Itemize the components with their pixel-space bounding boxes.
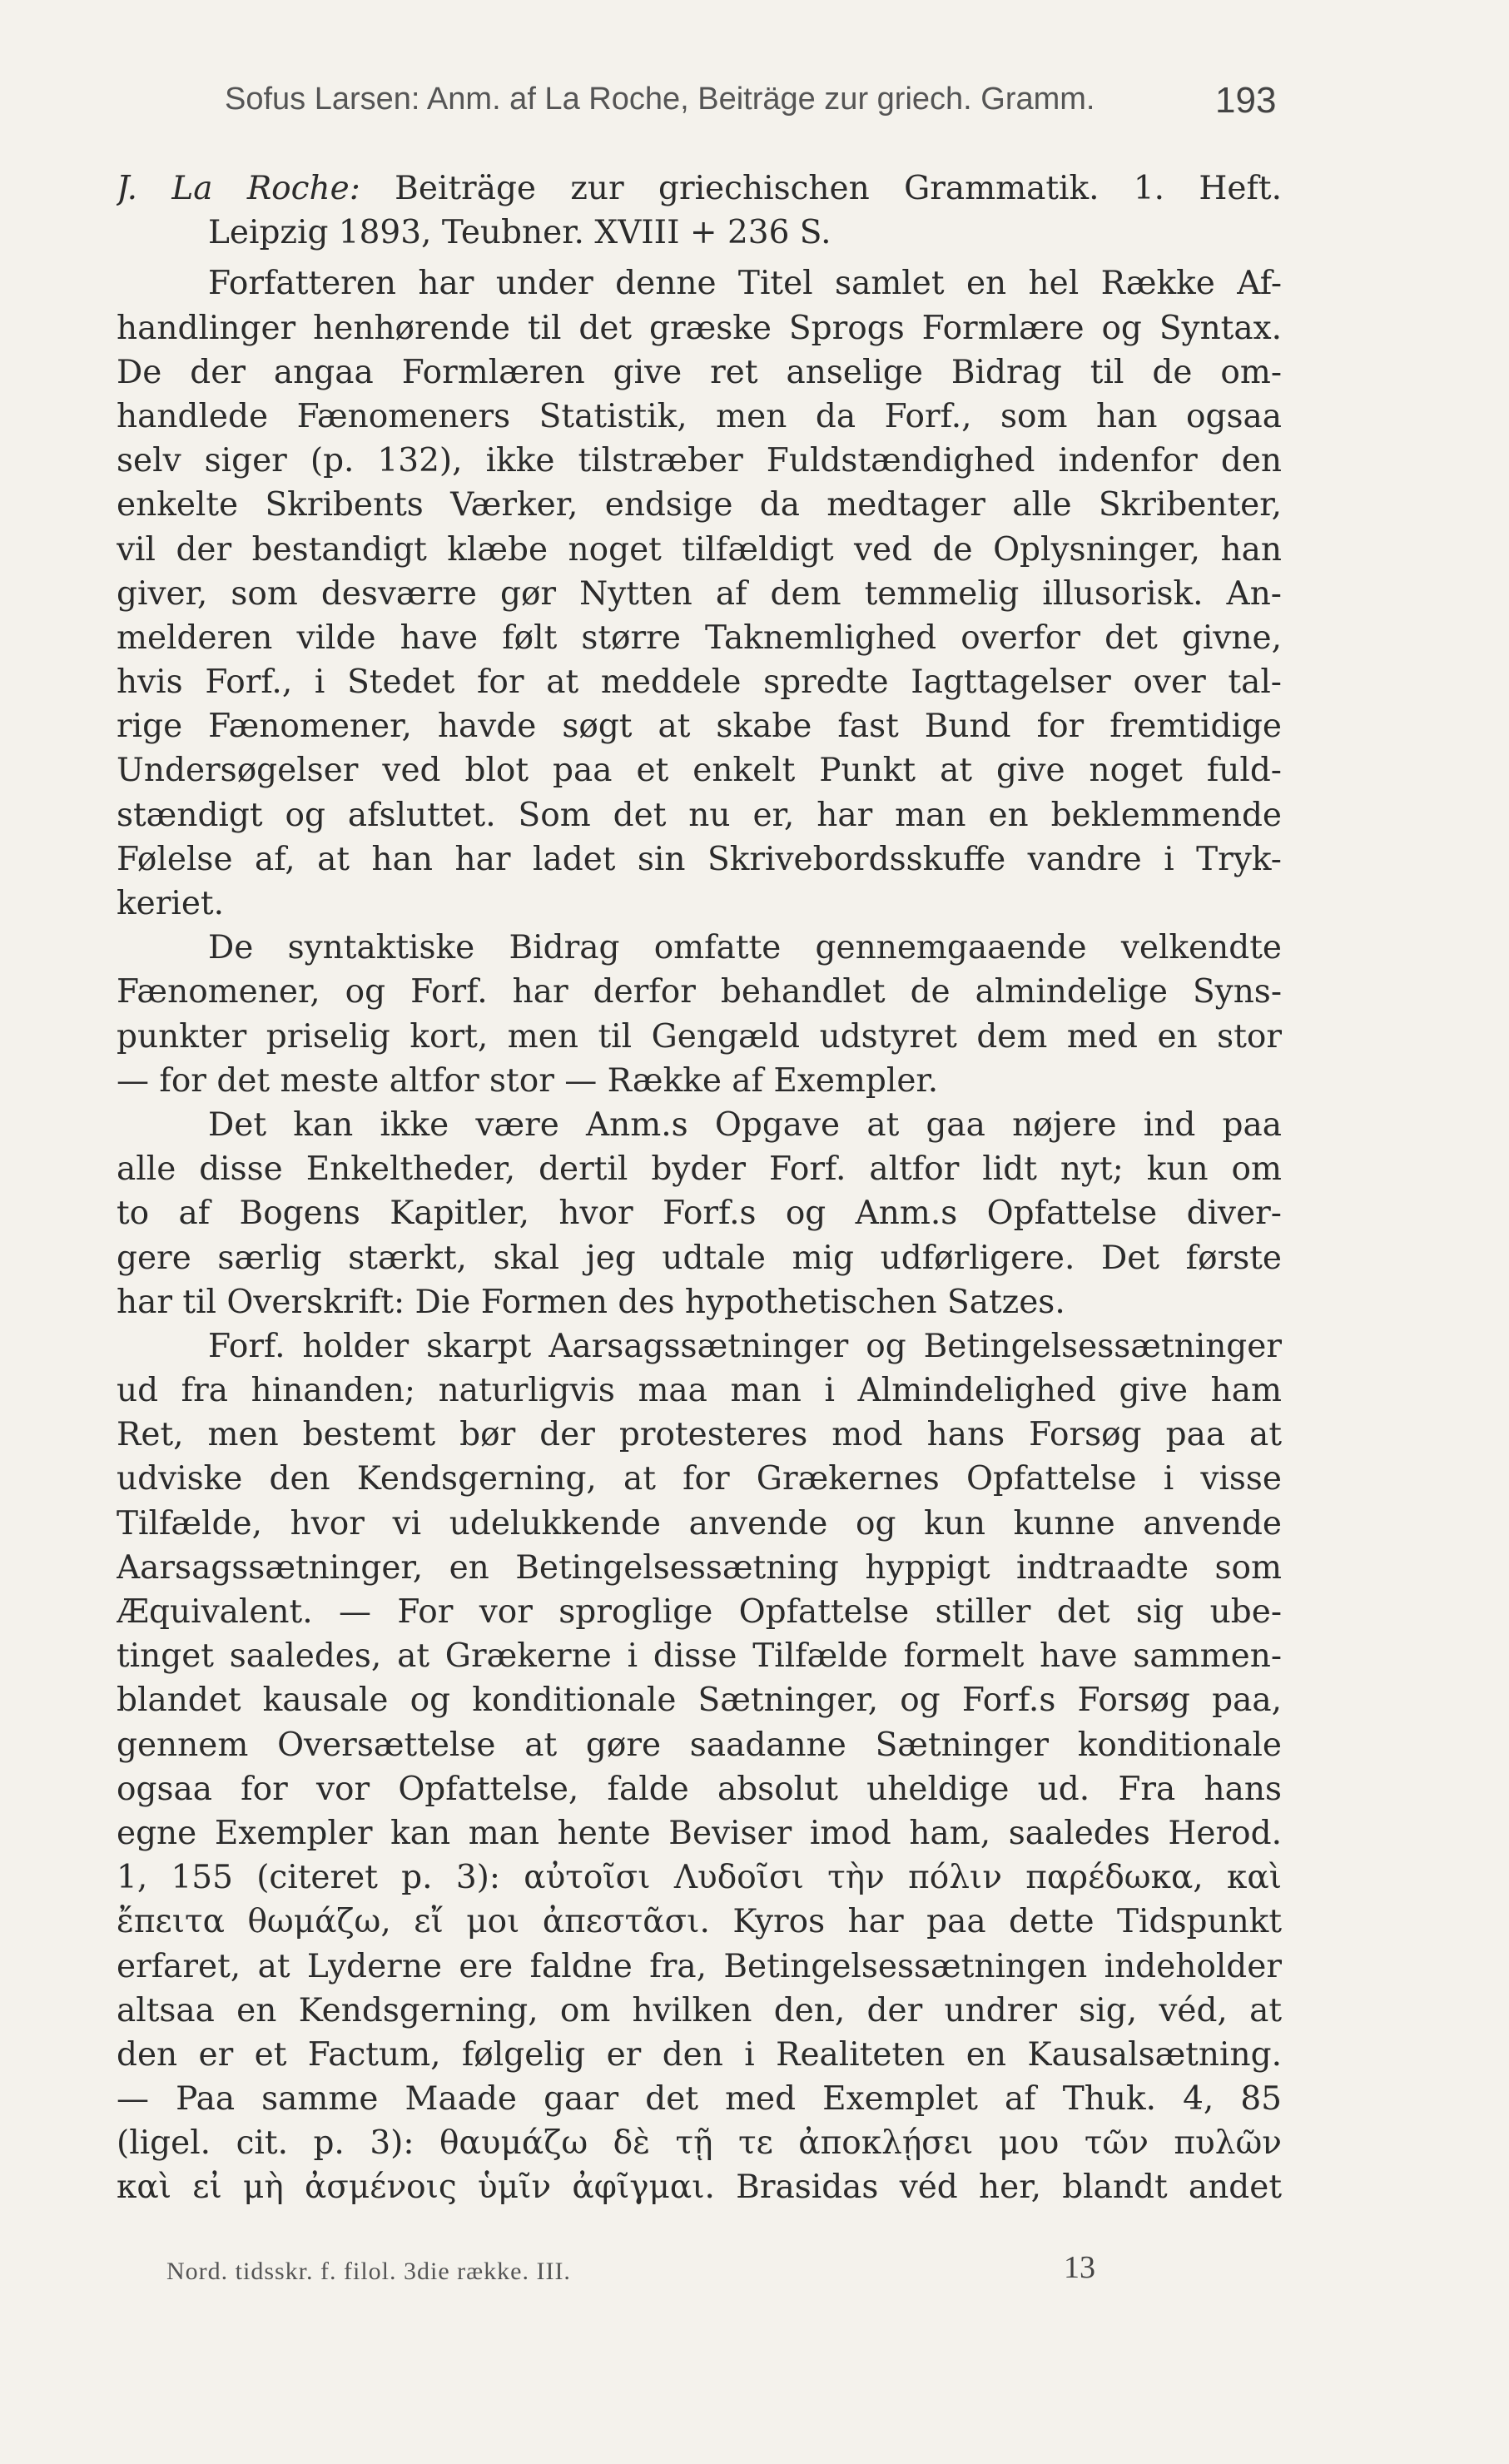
body-text bbox=[117, 166, 1282, 2210]
text-line: gere særlig stærkt, skal jeg udtale mig udførligere. Det første bbox=[117, 1239, 1282, 1277]
text-line: Følelse af, at han har ladet sin Skrivebordsskuffe vandre i Tryk- bbox=[117, 840, 1282, 878]
text-line: to af Bogens Kapitler, hvor Forf.s og Anm.s Opfattelse diver- bbox=[117, 1195, 1282, 1233]
page-number: 193 bbox=[1215, 80, 1277, 121]
bibliography-line: J. La Roche: Beiträge zur griechischen Grammatik. 1. Heft. bbox=[117, 170, 1282, 207]
text-line: keriet. bbox=[117, 885, 224, 922]
text-line: giver, som desværre gør Nytten af dem temmelig illusorisk. An- bbox=[117, 574, 1282, 613]
text-line: Tilfælde, hvor vi udelukkende anvende og kun kunne anvende bbox=[117, 1504, 1282, 1542]
text-line: tinget saaledes, at Grækerne i disse Tilfælde formelt have sammen- bbox=[117, 1637, 1282, 1676]
author-name: J. La Roche: bbox=[117, 170, 360, 207]
text-line: selv siger (p. 132), ikke tilstræber Fuldstændighed indenfor den bbox=[117, 442, 1282, 480]
text-line: Det kan ikke være Anm.s Opgave at gaa nøjere ind paa bbox=[208, 1105, 1282, 1144]
text-line: Æquivalent. — For vor sproglige Opfattelse stiller det sig ube- bbox=[117, 1593, 1282, 1631]
text-line: ogsaa for vor Opfattelse, falde absolut uheldige ud. Fra hans bbox=[117, 1770, 1282, 1808]
text-line: udviske den Kendsgerning, at for Grækernes Opfattelse i visse bbox=[117, 1460, 1282, 1498]
text-line: De syntaktiske Bidrag omfatte gennemgaaende velkendte bbox=[208, 929, 1282, 967]
text-line: gennem Oversættelse at gøre saadanne Sætninger konditionale bbox=[117, 1726, 1282, 1764]
text-line: erfaret, at Lyderne ere faldne fra, Betingelsessætningen indeholder bbox=[117, 1947, 1282, 1985]
text-line: enkelte Skribents Værker, endsige da medtager alle Skribenter, bbox=[117, 486, 1282, 524]
text-line: (ligel. cit. p. 3): θαυμάζω δὲ τῇ τε ἀποκλῄσει μου τῶν πυλῶν bbox=[117, 2124, 1282, 2163]
text-line: punkter priselig kort, men til Gengæld udstyret dem med en stor bbox=[117, 1017, 1282, 1056]
text-line: — for det meste altfor stor — Række af Exempler. bbox=[117, 1061, 939, 1100]
text-line: 1, 155 (citeret p. 3): αὐτοῖσι Λυδοῖσι τὴν πόλιν παρέδωκα, καὶ bbox=[117, 1859, 1282, 1897]
text-line: melderen vilde have følt større Taknemlighed overfor det givne, bbox=[117, 618, 1282, 657]
text-line: De der angaa Formlæren give ret anselige Bidrag til de om- bbox=[117, 353, 1282, 391]
text-line: egne Exempler kan man hente Beviser imod ham, saaledes Herod. bbox=[117, 1814, 1282, 1852]
bibliography-line: Leipzig 1893, Teubner. XVIII + 236 S. bbox=[208, 214, 831, 252]
text-line: stændigt og afsluttet. Som det nu er, har man en beklemmende bbox=[117, 796, 1282, 834]
text-line: rige Fænomener, havde søgt at skabe fast Bund for fremtidige bbox=[117, 708, 1282, 746]
text-line: altsaa en Kendsgerning, om hvilken den, der undrer sig, véd, at bbox=[117, 1991, 1282, 2029]
text-line: blandet kausale og konditionale Sætninger, og Forf.s Forsøg paa, bbox=[117, 1682, 1282, 1720]
text-line: alle disse Enkeltheder, dertil byder Forf. altfor lidt nyt; kun om bbox=[117, 1150, 1282, 1189]
text-line: Undersøgelser ved blot paa et enkelt Punkt at give noget fuld- bbox=[117, 752, 1282, 790]
sheet-number: 13 bbox=[1064, 2250, 1095, 2285]
text-line: handlede Fænomeners Statistik, men da Forf., som han ogsaa bbox=[117, 397, 1282, 435]
footer-signature: Nord. tidsskr. f. filol. 3die række. III. bbox=[166, 2258, 571, 2285]
text-line: Ret, men bestemt bør der protesteres mod hans Forsøg paa at bbox=[117, 1416, 1282, 1454]
text-line: Forfatteren har under denne Titel samlet en hel Række Af- bbox=[208, 265, 1282, 303]
text-line: Fænomener, og Forf. har derfor behandlet de almindelige Syns- bbox=[117, 973, 1282, 1011]
text-line: hvis Forf., i Stedet for at meddele spredte Iagttagelser over tal- bbox=[117, 663, 1282, 702]
running-head: Sofus Larsen: Anm. af La Roche, Beiträge zur griech. Gramm. bbox=[225, 82, 1095, 117]
text-line: ἔπειτα θωμάζω, εἴ μοι ἀπεστᾶσι. Kyros har paa dette Tidspunkt bbox=[117, 1903, 1282, 1941]
text-line: den er et Factum, følgelig er den i Realiteten en Kausalsætning. bbox=[117, 2035, 1282, 2074]
text-line: har til Overskrift: Die Formen des hypothetischen Satzes. bbox=[117, 1283, 1065, 1321]
text-line: καὶ εἰ μὴ ἀσμένοις ὑμῖν ἀφῖγμαι. Brasidas véd her, blandt andet bbox=[117, 2168, 1282, 2207]
text-line: Forf. holder skarpt Aarsagssætninger og Betingelsessætninger bbox=[208, 1327, 1282, 1365]
text-line: handlinger henhørende til det græske Sprogs Formlære og Syntax. bbox=[117, 309, 1282, 347]
text-line: ud fra hinanden; naturligvis maa man i Almindelighed give ham bbox=[117, 1372, 1282, 1410]
text-line: Aarsagssætninger, en Betingelsessætning hyppigt indtraadte som bbox=[117, 1548, 1282, 1587]
text-line: — Paa samme Maade gaar det med Exemplet af Thuk. 4, 85 bbox=[117, 2080, 1282, 2119]
text-line: vil der bestandigt klæbe noget tilfældigt ved de Oplysninger, han bbox=[117, 530, 1282, 569]
